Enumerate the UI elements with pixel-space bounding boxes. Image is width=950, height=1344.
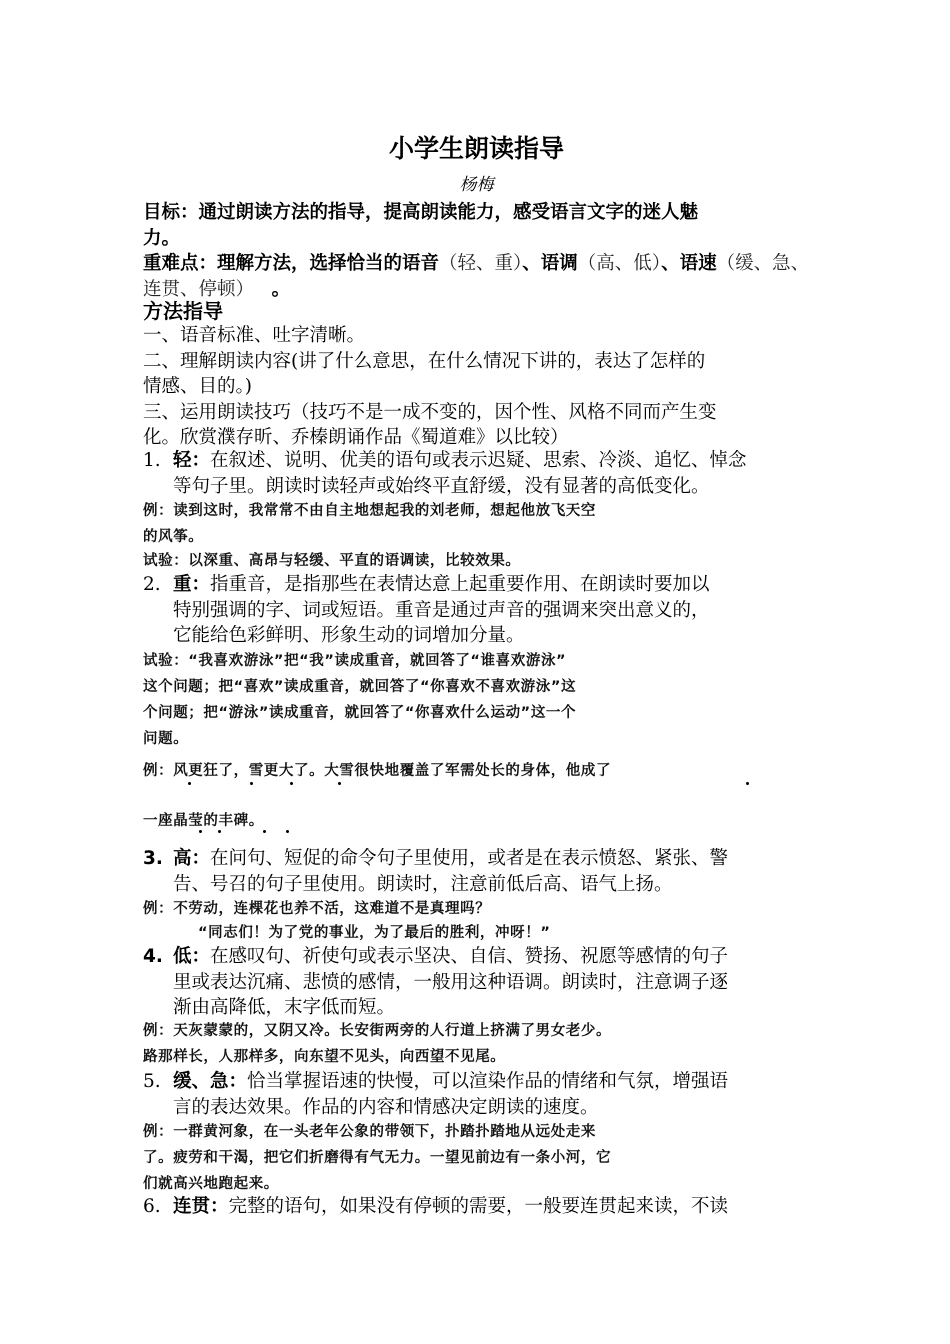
emphasis-dot [218, 830, 221, 833]
item-term: 重： [173, 574, 211, 595]
example-line: 例：天灰蒙蒙的，又阴又冷。长安街两旁的人行道上挤满了男女老少。 [143, 1023, 612, 1039]
method-item: 二、理解朗读内容(讲了什么意思，在什么情况下讲的，表达了怎样的 [143, 350, 706, 372]
example-line: 了。疲劳和干渴，把它们折磨得有气无力。一望见前边有一条小河，它 [143, 1150, 612, 1166]
document-title: 小学生朗读指导 [388, 134, 564, 163]
item-text: 完整的语句，如果没有停顿的需要，一般要连贯起来读，不读 [228, 1196, 729, 1217]
key-points-pitch: （高、低） [577, 253, 662, 274]
trial-line: 问题。 [143, 731, 189, 747]
item-text: 渐由高降低，末字低而短。 [173, 997, 396, 1018]
technique-item-soft [143, 448, 840, 499]
key-points-tone: （轻、重） [439, 253, 523, 274]
emphasis-dot [263, 830, 266, 833]
key-points-end: 。 [271, 278, 291, 300]
item-text: 里或表达沉痛、悲愤的感情，一般用这种语调。朗读时，注意调子逐 [173, 971, 729, 993]
method-list [143, 323, 810, 451]
example-line: 一座晶莹的丰碑。 [143, 813, 264, 829]
emphasis-dot [250, 782, 253, 785]
item-text: 在问句、短促的命令句子里使用，或者是在表示愤怒、紧张、警 [210, 848, 729, 869]
example-block [143, 498, 810, 550]
example-line: 的风筝。 [143, 529, 204, 545]
emphasis-dot [338, 782, 341, 785]
item-term: 高： [173, 848, 211, 869]
emphasis-dot [290, 782, 293, 785]
item-text: 恰当掌握语速的快慢，可以渲染作品的情绪和气氛，增强语 [247, 1071, 729, 1092]
item-term: 连贯： [173, 1196, 229, 1217]
emphasis-dot [188, 782, 191, 785]
method-item: 情感、目的。) [143, 376, 252, 397]
item-text: 指重音，是指那些在表情达意上起重要作用、在朗读时要加以 [210, 574, 710, 595]
technique-item-speed [143, 1069, 840, 1120]
key-points-label: 重难点：理解方法，选择恰当的语音 [143, 253, 440, 274]
trial-line: 个问题；把“游泳”读成重音，就回答了“你喜欢什么运动”这一个 [143, 705, 577, 721]
item-number: 1. [143, 450, 161, 471]
method-item: 一、语音标准、吐字清晰。 [143, 325, 366, 346]
example-line: “同志们！为了党的事业，为了最后的胜利，冲呀！” [198, 925, 551, 941]
key-points-intonation: 、语调 [522, 253, 578, 274]
emphasis-dot [746, 782, 749, 785]
trial-block [143, 648, 810, 752]
trial-line: 这个问题；把“喜欢”读成重音，就回答了“你喜欢不喜欢游泳”这 [143, 679, 577, 695]
key-points-speed-detail: （缓、急、连贯、停顿） [143, 253, 810, 300]
item-text: 它能给色彩鲜明、形象生动的词增加分量。 [173, 625, 525, 646]
goal-line: 目标：通过朗读方法的指导，提高朗读能力，感受语言文字的迷人魅 [143, 202, 699, 223]
goal-line: 力。 [143, 227, 181, 249]
item-number: 5. [143, 1071, 161, 1092]
author-name: 杨梅 [459, 175, 494, 195]
example-block [143, 1119, 810, 1197]
item-number: 6. [143, 1196, 161, 1217]
item-number: 2. [143, 574, 161, 595]
item-number: 3. [143, 848, 163, 869]
method-item: 化。欣赏濮存昕、乔榛朗诵作品《蜀道难》以比较） [143, 427, 569, 448]
technique-item-high [143, 846, 840, 897]
example-line: 例：读到这时，我常常不由自主地想起我的刘老师，想起他放飞天空 [143, 503, 596, 519]
item-term: 轻： [173, 450, 211, 471]
emphasis-dot [286, 830, 289, 833]
emphasis-dots [143, 830, 810, 840]
item-text: 告、号召的句子里使用。朗读时，注意前低后高、语气上扬。 [173, 873, 673, 895]
technique-item-low [143, 944, 840, 1021]
goal-paragraph [143, 200, 810, 251]
item-text: 特别强调的字、词或短语。重音是通过声音的强调来突出意义的， [173, 599, 710, 621]
item-term: 缓、急： [173, 1071, 248, 1092]
item-text: 等句子里。朗读时读轻声或始终平直舒缓，没有显著的高低变化。 [173, 475, 710, 497]
item-text: 言的表达效果。作品的内容和情感决定朗读的速度。 [173, 1096, 599, 1118]
item-text: 在感叹句、祈使句或表示坚决、自信、赞扬、祝愿等感情的句子 [210, 946, 729, 967]
method-item: 三、运用朗读技巧（技巧不是一成不变的，因个性、风格不同而产生变 [143, 401, 717, 423]
trial-line: 试验：“我喜欢游泳”把“我”读成重音，就回答了“谁喜欢游泳” [143, 653, 567, 669]
example-block [143, 1018, 810, 1070]
example-line: 路那样长，人那样多，向东望不见头，向西望不见尾。 [143, 1049, 506, 1065]
example-line: 例：一群黄河象，在一头老年公象的带领下，扑踏扑踏地从远处走来 [143, 1124, 596, 1140]
item-number: 4. [143, 946, 163, 967]
emphasis-dot [199, 830, 202, 833]
technique-item-continuous [143, 1194, 840, 1220]
example-line: 例：风更狂了，雪更大了。大雪很快地覆盖了军需处长的身体，他成了 [143, 763, 612, 779]
emphasis-dots [143, 782, 810, 792]
method-heading: 方法指导 [143, 299, 223, 323]
key-points-paragraph [143, 251, 810, 302]
example-line: 例：不劳动，连棵花也养不活，这难道不是真理吗？ [143, 901, 491, 917]
item-text: 在叙述、说明、优美的语句或表示迟疑、思索、冷淡、追忆、悼念 [210, 450, 747, 471]
example-line: 们就高兴地跑起来。 [143, 1176, 279, 1192]
technique-item-stress [143, 572, 840, 649]
key-points-speed: 、语速 [661, 253, 717, 274]
item-term: 低： [173, 946, 211, 967]
trial-line: 试验：以深重、高昂与轻缓、平直的语调读，比较效果。 [143, 553, 521, 569]
